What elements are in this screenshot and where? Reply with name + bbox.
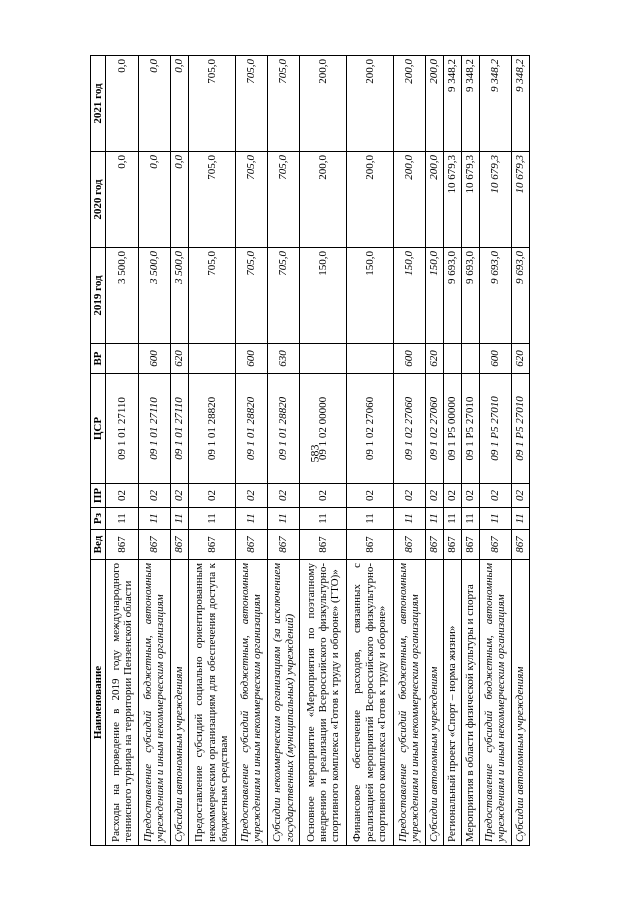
cell-pr: 02: [425, 484, 443, 508]
cell-csr: 09 1 01 28820: [188, 374, 235, 484]
cell-pr: 02: [138, 484, 170, 508]
cell-vr: 600: [138, 344, 170, 374]
cell-vr: [443, 344, 461, 374]
header-ved: Вед: [91, 530, 106, 560]
cell-2019: 705,0: [267, 248, 299, 344]
cell-2019: 150,0: [393, 248, 425, 344]
cell-csr: 09 1 02 27060: [346, 374, 393, 484]
cell-vr: 630: [267, 344, 299, 374]
table-row: [511, 56, 529, 846]
cell-rz: 11: [425, 508, 443, 530]
header-2021: 2021 год: [91, 56, 106, 152]
cell-csr: 09 1 02 00000: [300, 374, 347, 484]
cell-2019: 150,0: [346, 248, 393, 344]
header-csr: ЦСР: [91, 374, 106, 484]
table-row: [346, 56, 393, 846]
cell-csr: 09 1 01 28820: [267, 374, 299, 484]
cell-pr: 02: [106, 484, 138, 508]
table-row: [443, 56, 461, 846]
cell-vr: 620: [511, 344, 529, 374]
table-row: [188, 56, 235, 846]
cell-2021: 200,0: [425, 56, 443, 152]
cell-2019: 3 500,0: [138, 248, 170, 344]
header-2020: 2020 год: [91, 152, 106, 248]
cell-csr: 09 1 01 27110: [106, 374, 138, 484]
cell-2021: 9 348,2: [511, 56, 529, 152]
cell-name: Предоставление субсидий бюджетным, автономным учреждениям и иным некоммерческим организациям: [479, 560, 511, 846]
cell-name: Финансовое обеспечение расходов, связанных с реализацией мероприятий Всероссийского физкультурно-спортивного комплекса «Готов к труду и обороне»: [346, 560, 393, 846]
cell-name: Субсидии автономным учреждениям: [425, 560, 443, 846]
cell-2020: 705,0: [267, 152, 299, 248]
cell-vr: [188, 344, 235, 374]
cell-vr: 600: [479, 344, 511, 374]
cell-2020: 10 679,3: [443, 152, 461, 248]
cell-vr: 600: [393, 344, 425, 374]
table-row: [393, 56, 425, 846]
cell-2021: 200,0: [393, 56, 425, 152]
cell-2019: 150,0: [300, 248, 347, 344]
page-number: 583: [307, 444, 322, 463]
cell-2019: 705,0: [188, 248, 235, 344]
cell-2021: 200,0: [300, 56, 347, 152]
cell-rz: 11: [106, 508, 138, 530]
cell-pr: 02: [267, 484, 299, 508]
cell-vr: [461, 344, 479, 374]
cell-pr: 02: [461, 484, 479, 508]
cell-pr: 02: [170, 484, 188, 508]
cell-rz: 11: [300, 508, 347, 530]
cell-pr: 02: [393, 484, 425, 508]
cell-ved: 867: [443, 530, 461, 560]
table-row: [106, 56, 138, 846]
cell-2019: 150,0: [425, 248, 443, 344]
cell-vr: 600: [235, 344, 267, 374]
table-body: [106, 56, 530, 846]
table-row: [425, 56, 443, 846]
table-row: [170, 56, 188, 846]
cell-csr: 09 1 02 27060: [393, 374, 425, 484]
cell-name: Предоставление субсидий бюджетным, автономным учреждениям и иным некоммерческим организациям: [393, 560, 425, 846]
cell-pr: 02: [235, 484, 267, 508]
cell-ved: 867: [511, 530, 529, 560]
cell-pr: 02: [443, 484, 461, 508]
cell-rz: 11: [267, 508, 299, 530]
cell-pr: 02: [300, 484, 347, 508]
cell-csr: 09 1 P5 27010: [461, 374, 479, 484]
cell-name: Субсидии автономным учреждениям: [170, 560, 188, 846]
cell-name: Мероприятия в области физической культуры и спорта: [461, 560, 479, 846]
cell-rz: 11: [188, 508, 235, 530]
cell-rz: 11: [393, 508, 425, 530]
cell-vr: [300, 344, 347, 374]
cell-2020: 200,0: [300, 152, 347, 248]
cell-ved: 867: [393, 530, 425, 560]
cell-name: Предоставление субсидий социально ориентированным некоммерческим организациям для обеспечения доступа к бюджетным средствам: [188, 560, 235, 846]
table-row: [267, 56, 299, 846]
cell-2021: 705,0: [188, 56, 235, 152]
cell-csr: 09 1 01 28820: [235, 374, 267, 484]
cell-2021: 705,0: [267, 56, 299, 152]
cell-rz: 11: [346, 508, 393, 530]
cell-2020: 0,0: [138, 152, 170, 248]
cell-ved: 867: [461, 530, 479, 560]
rotated-table-container: [90, 56, 530, 846]
cell-vr: [106, 344, 138, 374]
header-2019: 2019 год: [91, 248, 106, 344]
cell-2020: 200,0: [346, 152, 393, 248]
table-header-row: [91, 56, 106, 846]
table-row: [461, 56, 479, 846]
cell-name: Субсидии автономным учреждениям: [511, 560, 529, 846]
cell-pr: 02: [346, 484, 393, 508]
cell-vr: 620: [170, 344, 188, 374]
cell-2020: 10 679,3: [511, 152, 529, 248]
cell-2020: 705,0: [188, 152, 235, 248]
cell-2021: 0,0: [170, 56, 188, 152]
cell-2019: 9 693,0: [479, 248, 511, 344]
cell-ved: 867: [267, 530, 299, 560]
cell-2020: 0,0: [106, 152, 138, 248]
cell-rz: 11: [461, 508, 479, 530]
cell-2019: 9 693,0: [461, 248, 479, 344]
cell-2021: 0,0: [106, 56, 138, 152]
cell-2020: 10 679,3: [461, 152, 479, 248]
header-vr: ВР: [91, 344, 106, 374]
cell-2021: 9 348,2: [479, 56, 511, 152]
cell-2019: 3 500,0: [170, 248, 188, 344]
table-row: [300, 56, 347, 846]
header-name: Наименование: [91, 560, 106, 846]
cell-2020: 705,0: [235, 152, 267, 248]
cell-csr: 09 1 02 27060: [425, 374, 443, 484]
cell-2019: 3 500,0: [106, 248, 138, 344]
cell-2019: 705,0: [235, 248, 267, 344]
cell-ved: 867: [170, 530, 188, 560]
cell-ved: 867: [235, 530, 267, 560]
cell-ved: 867: [300, 530, 347, 560]
cell-rz: 11: [138, 508, 170, 530]
budget-table: [90, 55, 530, 846]
cell-ved: 867: [425, 530, 443, 560]
cell-vr: 620: [425, 344, 443, 374]
cell-rz: 11: [235, 508, 267, 530]
cell-ved: 867: [346, 530, 393, 560]
cell-2021: 705,0: [235, 56, 267, 152]
cell-name: Предоставление субсидий бюджетным, автономным учреждениям и иным некоммерческим организациям: [138, 560, 170, 846]
cell-rz: 11: [479, 508, 511, 530]
cell-vr: [346, 344, 393, 374]
cell-name: Основное мероприятие «Мероприятия по поэтапному внедрению и реализации Всероссийского физкультурно-спортивного комплекса «Готов к труду и обороне» (ГТО)»: [300, 560, 347, 846]
cell-name: Предоставление субсидий бюджетным, автономным учреждениям и иным некоммерческим организациям: [235, 560, 267, 846]
cell-2019: 9 693,0: [443, 248, 461, 344]
cell-pr: 02: [479, 484, 511, 508]
cell-csr: 09 1 P5 00000: [443, 374, 461, 484]
cell-2019: 9 693,0: [511, 248, 529, 344]
header-rz: Рз: [91, 508, 106, 530]
cell-rz: 11: [170, 508, 188, 530]
cell-2020: 10 679,3: [479, 152, 511, 248]
table-row: [235, 56, 267, 846]
cell-2020: 200,0: [393, 152, 425, 248]
cell-2021: 200,0: [346, 56, 393, 152]
cell-pr: 02: [188, 484, 235, 508]
cell-ved: 867: [106, 530, 138, 560]
header-pr: ПР: [91, 484, 106, 508]
cell-ved: 867: [138, 530, 170, 560]
cell-2021: 9 348,2: [443, 56, 461, 152]
cell-rz: 11: [443, 508, 461, 530]
cell-2021: 9 348,2: [461, 56, 479, 152]
cell-pr: 02: [511, 484, 529, 508]
cell-rz: 11: [511, 508, 529, 530]
table-row: [479, 56, 511, 846]
cell-csr: 09 1 P5 27010: [511, 374, 529, 484]
cell-name: Региональный проект «Спорт – норма жизни»: [443, 560, 461, 846]
cell-csr: 09 1 P5 27010: [479, 374, 511, 484]
cell-csr: 09 1 01 27110: [138, 374, 170, 484]
cell-2021: 0,0: [138, 56, 170, 152]
cell-ved: 867: [479, 530, 511, 560]
cell-ved: 867: [188, 530, 235, 560]
cell-name: Субсидии некоммерческим организациям (за исключением государственных (муниципальных) учреждений): [267, 560, 299, 846]
cell-2020: 200,0: [425, 152, 443, 248]
cell-name: Расходы на проведение в 2019 году международного теннисного турнира на территории Пензенской области: [106, 560, 138, 846]
table-row: [138, 56, 170, 846]
cell-csr: 09 1 01 27110: [170, 374, 188, 484]
cell-2020: 0,0: [170, 152, 188, 248]
